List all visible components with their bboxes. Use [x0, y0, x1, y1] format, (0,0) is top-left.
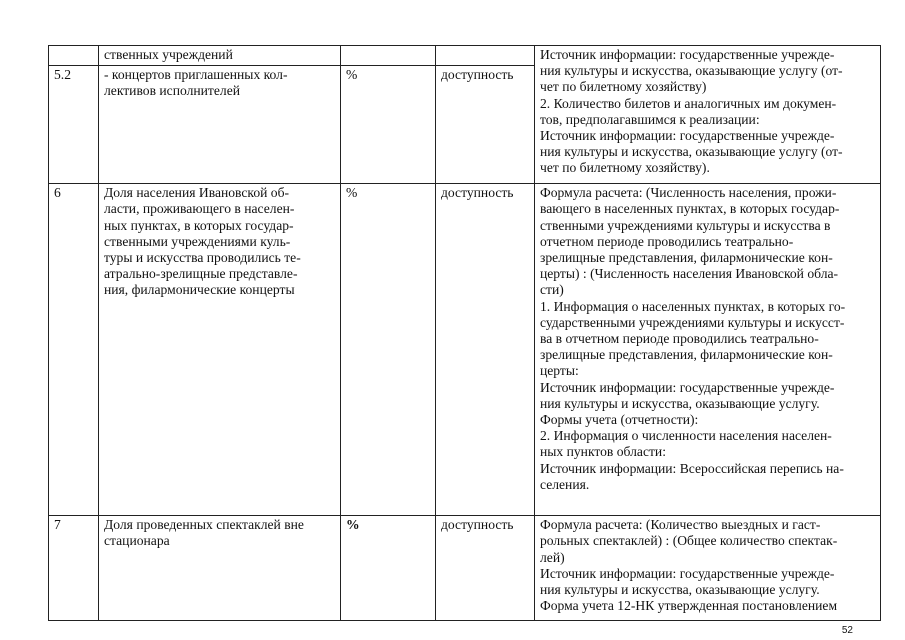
calculation-method: Формула расчета: (Численность населения, прожи- вающего в населенных пунктах, в которых государ- ственными учреждениями культуры и искусства в отчетном периоде проводились театрально- зрелищные представления, филармонические кон- церты) : (Численность населения Ивановской обла- сти) 1. Информация о населенных пунктах, в которых го- сударственными учреждениями культуры и искусст- ва в отчетном периоде проводились театрально- зрелищные представления, филармонические кон- церты: Источник информации: государственные учрежде- ния культуры и искусства, оказывающие услугу. Формы учета (отчетности): 2. Информация о численности населения населен- ных пунктов области: Источник информации: Всероссийская перепись на- селения. — [535, 184, 881, 516]
table-row — [49, 516, 881, 621]
row-number: 5.2 — [49, 66, 99, 184]
indicator-name: ственных учреждений — [99, 46, 341, 66]
indicator-name: - концертов приглашенных кол- лективов исполнителей — [99, 66, 341, 184]
table-row — [49, 184, 881, 516]
row-number — [49, 46, 99, 66]
calculation-method: Формула расчета: (Количество выездных и гаст- рольных спектаклей) : (Общее количество спектак- лей) Источник информации: государственные учрежде- ния культуры и искусства, оказывающие услугу. Форма учета 12-НК утвержденная постановлением — [535, 516, 881, 621]
category: доступность — [436, 516, 535, 621]
category: доступность — [436, 184, 535, 516]
unit: % — [341, 66, 436, 184]
calculation-method: Источник информации: государственные учрежде- ния культуры и искусства, оказывающие услугу (от- чет по билетному хозяйству) 2. Количество билетов и аналогичных им докумен- тов, предполагавшимся к реализации: Источник информации: государственные учрежде- ния культуры и искусства, оказывающие услугу (от- чет по билетному хозяйству). — [535, 46, 881, 184]
row-number: 7 — [49, 516, 99, 621]
category — [436, 46, 535, 66]
indicator-name: Доля населения Ивановской об- ласти, проживающего в населен- ных пунктах, в которых государ- ственными учреждениями куль- туры и искусства проводились те- атрально-зрелищные представле- ния, филармонические концерты — [99, 184, 341, 516]
indicators-table — [48, 45, 881, 621]
unit — [341, 46, 436, 66]
page-number: 52 — [841, 625, 853, 636]
unit: % — [341, 516, 436, 621]
row-number: 6 — [49, 184, 99, 516]
category: доступность — [436, 66, 535, 184]
indicator-name: Доля проведенных спектаклей вне стационара — [99, 516, 341, 621]
table-row — [49, 46, 881, 66]
unit: % — [341, 184, 436, 516]
